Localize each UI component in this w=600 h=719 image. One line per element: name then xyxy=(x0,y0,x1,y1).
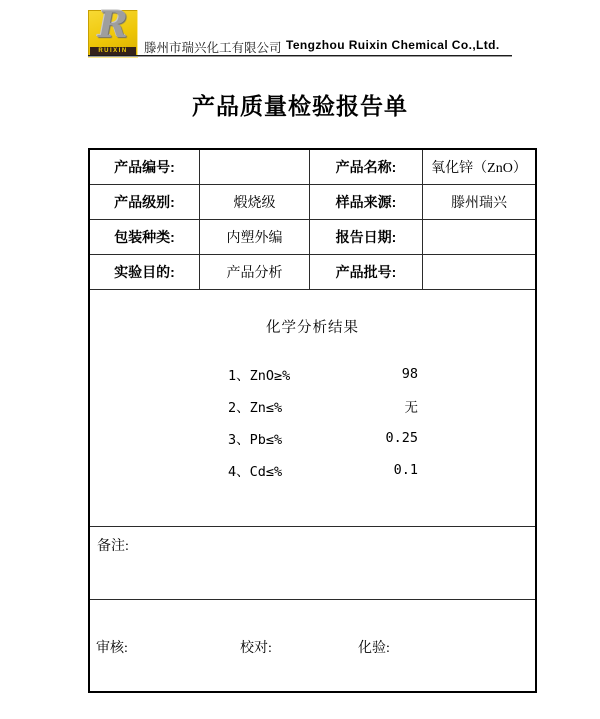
analysis-item-cd-label: 4、Cd≤% xyxy=(228,464,283,480)
chemical-analysis-title: 化学分析结果 xyxy=(266,320,359,336)
product-grade-label: 产品级别: xyxy=(90,185,200,220)
report-date-label: 报告日期: xyxy=(310,220,423,255)
report-table xyxy=(88,148,537,693)
report-date-value xyxy=(423,220,535,255)
sample-source-value: 滕州瑞兴 xyxy=(423,185,535,220)
sample-source-label: 样品来源: xyxy=(310,185,423,220)
info-grid xyxy=(90,150,535,290)
analysis-item-zn-value: 无 xyxy=(404,400,418,416)
analysis-item-pb-value: 0.25 xyxy=(385,430,418,446)
analysis-item-zn-label: 2、Zn≤% xyxy=(228,400,283,416)
product-grade-value: 煅烧级 xyxy=(200,185,310,220)
company-name-chinese: 滕州市瑞兴化工有限公司 xyxy=(144,41,282,55)
proofread-label: 校对: xyxy=(240,641,272,656)
logo-brand-text: RUIXIN xyxy=(90,47,136,56)
product-batch-label: 产品批号: xyxy=(310,255,423,290)
analysis-item-zno xyxy=(228,364,418,384)
analysis-item-cd xyxy=(228,460,418,480)
analysis-item-zno-label: 1、ZnO≥% xyxy=(228,368,291,384)
packaging-type-label: 包装种类: xyxy=(90,220,200,255)
logo-r-icon: R xyxy=(98,4,128,46)
remarks-label: 备注: xyxy=(97,539,129,554)
analysis-item-pb xyxy=(228,428,418,448)
product-batch-value xyxy=(423,255,535,290)
header-divider xyxy=(88,55,512,57)
review-label: 审核: xyxy=(96,641,128,656)
remarks-section xyxy=(90,527,535,600)
chemical-analysis-section xyxy=(90,290,535,527)
packaging-type-value: 内塑外编 xyxy=(200,220,310,255)
assay-label: 化验: xyxy=(358,641,390,656)
product-name-label: 产品名称: xyxy=(310,150,423,185)
experiment-purpose-label: 实验目的: xyxy=(90,255,200,290)
experiment-purpose-value: 产品分析 xyxy=(200,255,310,290)
signatures-section xyxy=(90,600,535,691)
company-logo xyxy=(88,4,138,58)
analysis-item-cd-value: 0.1 xyxy=(393,462,418,478)
product-code-label: 产品编号: xyxy=(90,150,200,185)
analysis-item-zn xyxy=(228,396,418,416)
analysis-item-zno-value: 98 xyxy=(401,366,418,382)
analysis-item-pb-label: 3、Pb≤% xyxy=(228,432,283,448)
company-name-english: Tengzhou Ruixin Chemical Co.,Ltd. xyxy=(286,38,500,52)
product-name-value: 氧化锌（ZnO） xyxy=(423,150,535,185)
product-code-value xyxy=(200,150,310,185)
page-title: 产品质量检验报告单 xyxy=(192,93,408,119)
